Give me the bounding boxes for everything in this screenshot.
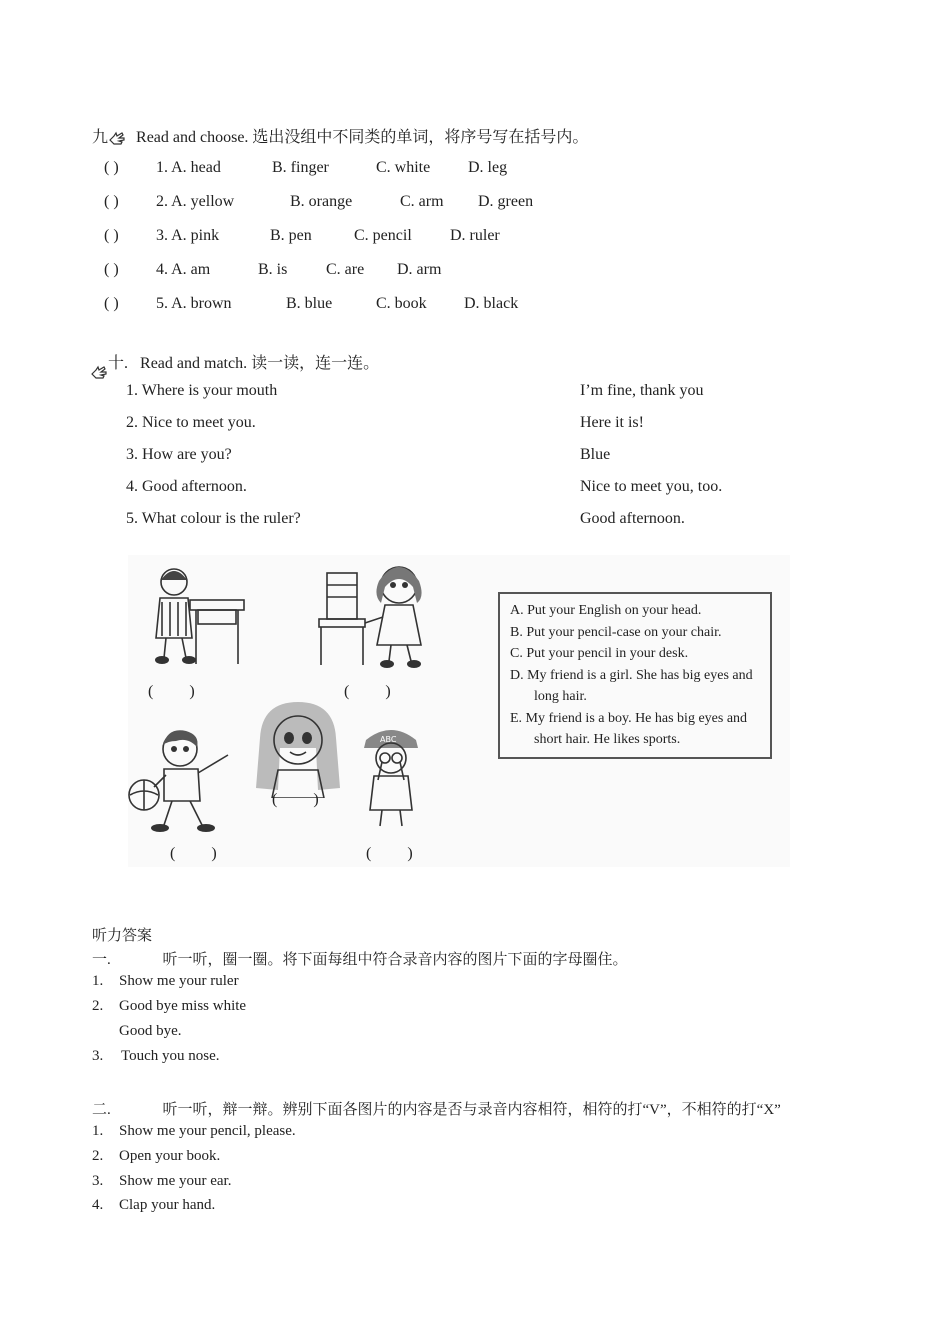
picture-option: E. My friend is a boy. He has big eyes and short hair. He likes sports. (510, 710, 748, 747)
option-c: C. white (376, 159, 431, 176)
match-question[interactable]: 1. Where is your mouth (126, 382, 278, 399)
picture-option: B. Put your pencil-case on your chair. (510, 624, 722, 640)
answers-part-1-heading (92, 948, 628, 969)
option-a: 3. A. pink (156, 227, 220, 244)
option-c: C. are (326, 261, 365, 278)
pointing-hand-icon (90, 364, 108, 380)
choose-question (104, 295, 604, 317)
item-text: Touch you nose. (121, 1048, 220, 1064)
answer-item (92, 1048, 220, 1065)
answer-item (92, 998, 246, 1015)
option-b: B. finger (272, 159, 329, 176)
answer-item (92, 973, 239, 990)
answer-item (92, 1123, 296, 1140)
answer-item (92, 1197, 215, 1214)
picture-options-box (498, 592, 772, 759)
section-9-instruction: Read and choose. 选出没组中不同类的单词，将序号写在括号内。 (136, 129, 589, 146)
item-text: Show me your ruler (119, 973, 239, 989)
section-10-heading (108, 350, 379, 373)
option-b: B. pen (270, 227, 312, 244)
picture-option: D. My friend is a girl. She has big eyes and long hair. (510, 667, 753, 704)
item-text: Clap your hand. (119, 1197, 216, 1213)
option-c: C. arm (400, 193, 444, 210)
match-question[interactable]: 4. Good afternoon. (126, 478, 247, 495)
item-number: 1. (92, 973, 104, 989)
option-c: C. book (376, 295, 427, 312)
match-answer[interactable]: I’m fine, thank you (580, 382, 704, 399)
choose-question (104, 227, 604, 249)
option-a: 5. A. brown (156, 295, 232, 312)
match-answer[interactable]: Good afternoon. (580, 510, 685, 527)
answer-blank[interactable]: ( ) (104, 227, 119, 244)
picture-answer-blank[interactable]: ( ) (366, 845, 429, 862)
choose-question (104, 193, 604, 215)
answer-blank[interactable]: ( ) (104, 159, 119, 176)
item-text: Open your book. (119, 1148, 221, 1164)
option-a: 4. A. am (156, 261, 211, 278)
picture-task-panel (128, 555, 790, 867)
picture-option: C. Put your pencil in your desk. (510, 646, 689, 661)
item-number: 2. (92, 998, 104, 1014)
option-d: D. arm (397, 261, 442, 278)
part-label: 一. (92, 952, 111, 968)
choose-question (104, 261, 604, 283)
boy-at-desk-illustration (138, 560, 248, 670)
answers-title: 听力答案 (92, 928, 153, 944)
answer-blank[interactable]: ( ) (104, 295, 119, 312)
item-number: 2. (92, 1148, 104, 1164)
item-number: 1. (92, 1123, 104, 1139)
part-label: 二. (92, 1102, 111, 1118)
item-text: Good bye miss white (119, 998, 247, 1014)
section-9-number: 九 (92, 129, 109, 146)
pointing-hand-icon (108, 130, 126, 146)
match-question[interactable]: 5. What colour is the ruler? (126, 510, 301, 527)
item-text: Show me your ear. (119, 1173, 232, 1189)
item-number: 4. (92, 1197, 104, 1213)
answer-item (92, 1173, 231, 1190)
item-number: 3. (92, 1048, 104, 1064)
match-answer[interactable]: Blue (580, 446, 611, 463)
girl-long-hair-illustration (248, 698, 348, 798)
option-d: D. leg (468, 159, 508, 176)
option-b: B. is (258, 261, 288, 278)
match-answer[interactable]: Here it is! (580, 414, 644, 431)
section-9-heading (92, 124, 588, 147)
answer-blank[interactable]: ( ) (104, 261, 119, 278)
picture-option: A. Put your English on your head. (510, 603, 702, 618)
match-answer[interactable]: Nice to meet you, too. (580, 478, 723, 495)
answer-item (92, 1148, 220, 1165)
section-10-instruction: Read and match. 读一读，连一连。 (140, 355, 380, 372)
option-d: D. black (464, 295, 519, 312)
part-instruction: 听一听，圈一圈。将下面每组中符合录音内容的图片下面的字母圈住。 (162, 952, 628, 968)
option-d: D. ruler (450, 227, 500, 244)
answers-part-2-heading (92, 1098, 781, 1119)
answer-blank[interactable]: ( ) (104, 193, 119, 210)
item-text: Show me your pencil, please. (119, 1123, 296, 1139)
item-text: Good bye. (119, 1023, 182, 1039)
picture-answer-blank[interactable]: ( ) (344, 683, 407, 700)
option-d: D. green (478, 193, 534, 210)
option-c: C. pencil (354, 227, 412, 244)
section-10-number: 十. (108, 355, 129, 372)
option-b: B. orange (290, 193, 353, 210)
match-question[interactable]: 2. Nice to meet you. (126, 414, 256, 431)
item-number: 3. (92, 1173, 104, 1189)
option-b: B. blue (286, 295, 333, 312)
option-a: 2. A. yellow (156, 193, 235, 210)
picture-answer-blank[interactable]: ( ) (170, 845, 233, 862)
match-question[interactable]: 3. How are you? (126, 446, 232, 463)
boy-with-cap-illustration (356, 720, 426, 830)
girl-with-chair-illustration (313, 557, 443, 672)
option-a: 1. A. head (156, 159, 221, 176)
answer-item (92, 1023, 182, 1040)
part-instruction: 听一听，辩一辩。辨别下面各图片的内容是否与录音内容相符，相符的打“V”，不相符的打“X” (162, 1102, 781, 1118)
choose-question (104, 159, 604, 181)
picture-answer-blank[interactable]: ( ) (148, 683, 211, 700)
picture-answer-blank[interactable]: ( ) (272, 791, 335, 808)
cap-letters: ABC (380, 735, 397, 744)
